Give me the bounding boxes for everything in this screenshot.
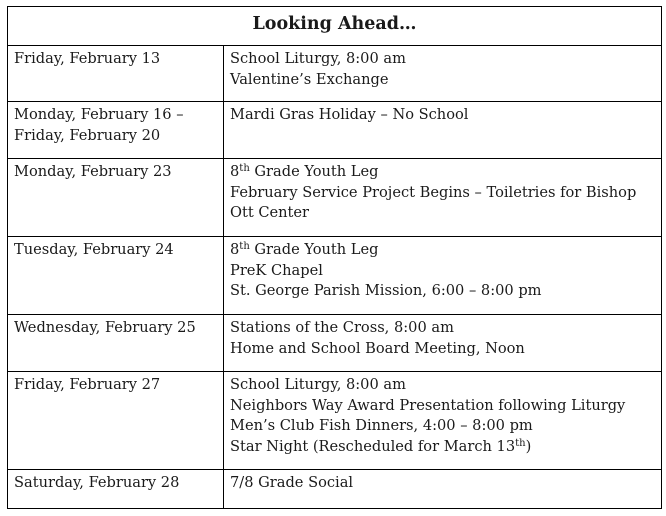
date-line: Friday, February 20 [14, 126, 161, 144]
event-text: Grade Youth Leg [249, 163, 379, 180]
date-cell [8, 372, 224, 470]
event-text: 8 [230, 163, 240, 180]
date-line: Wednesday, February 25 [14, 319, 196, 336]
table-title: Looking Ahead… [8, 7, 662, 46]
event-line: PreK Chapel [230, 261, 323, 279]
event-line: Neighbors Way Award Presentation following Liturgy [230, 396, 626, 414]
event-line [230, 437, 655, 458]
date-line: Friday, February 13 [14, 50, 161, 67]
looking-ahead-table [7, 6, 662, 509]
date-cell [8, 46, 224, 102]
event-cell [224, 315, 662, 372]
event-text: ) [525, 437, 532, 455]
event-line [230, 240, 655, 261]
event-line: Men’s Club Fish Dinners, 4:00 – 8:00 pm [230, 417, 533, 434]
event-line: Home and School Board Meeting, Noon [230, 339, 525, 357]
ordinal-suffix: th [515, 437, 526, 449]
event-text: Star Night (Rescheduled for March 13 [230, 437, 516, 455]
event-cell [224, 159, 662, 237]
date-line: Monday, February 23 [14, 163, 172, 180]
event-cell [224, 237, 662, 315]
date-line: Saturday, February 28 [14, 474, 180, 491]
table-row [8, 46, 662, 102]
event-text: Grade Youth Leg [249, 241, 379, 258]
date-line: Monday, February 16 – [14, 106, 184, 123]
ordinal-suffix: th [239, 241, 250, 252]
event-cell [224, 470, 662, 509]
event-cell [224, 372, 662, 470]
table-row [8, 237, 662, 315]
event-line: School Liturgy, 8:00 am [230, 50, 406, 67]
event-line: February Service Project Begins – Toiletries for Bishop [230, 183, 637, 201]
title-row [8, 7, 662, 46]
event-line: Stations of the Cross, 8:00 am [230, 319, 454, 336]
event-line: St. George Parish Mission, 6:00 – 8:00 pm [230, 282, 542, 299]
event-cell [224, 46, 662, 102]
date-cell [8, 102, 224, 159]
event-line: Mardi Gras Holiday – No School [230, 106, 469, 123]
event-line: Valentine’s Exchange [230, 70, 389, 88]
event-line: 7/8 Grade Social [230, 474, 354, 491]
date-cell [8, 470, 224, 509]
date-line: Tuesday, February 24 [14, 241, 174, 258]
date-cell [8, 315, 224, 372]
table-row [8, 102, 662, 159]
event-line: School Liturgy, 8:00 am [230, 376, 406, 393]
date-line: Friday, February 27 [14, 376, 161, 393]
event-line [230, 162, 655, 183]
event-cell [224, 102, 662, 159]
date-cell [8, 237, 224, 315]
event-line: Ott Center [230, 204, 310, 221]
table-row [8, 372, 662, 470]
table-row [8, 159, 662, 237]
ordinal-suffix: th [239, 163, 250, 174]
table-row [8, 470, 662, 509]
date-cell [8, 159, 224, 237]
table-row [8, 315, 662, 372]
event-text: 8 [230, 241, 240, 258]
